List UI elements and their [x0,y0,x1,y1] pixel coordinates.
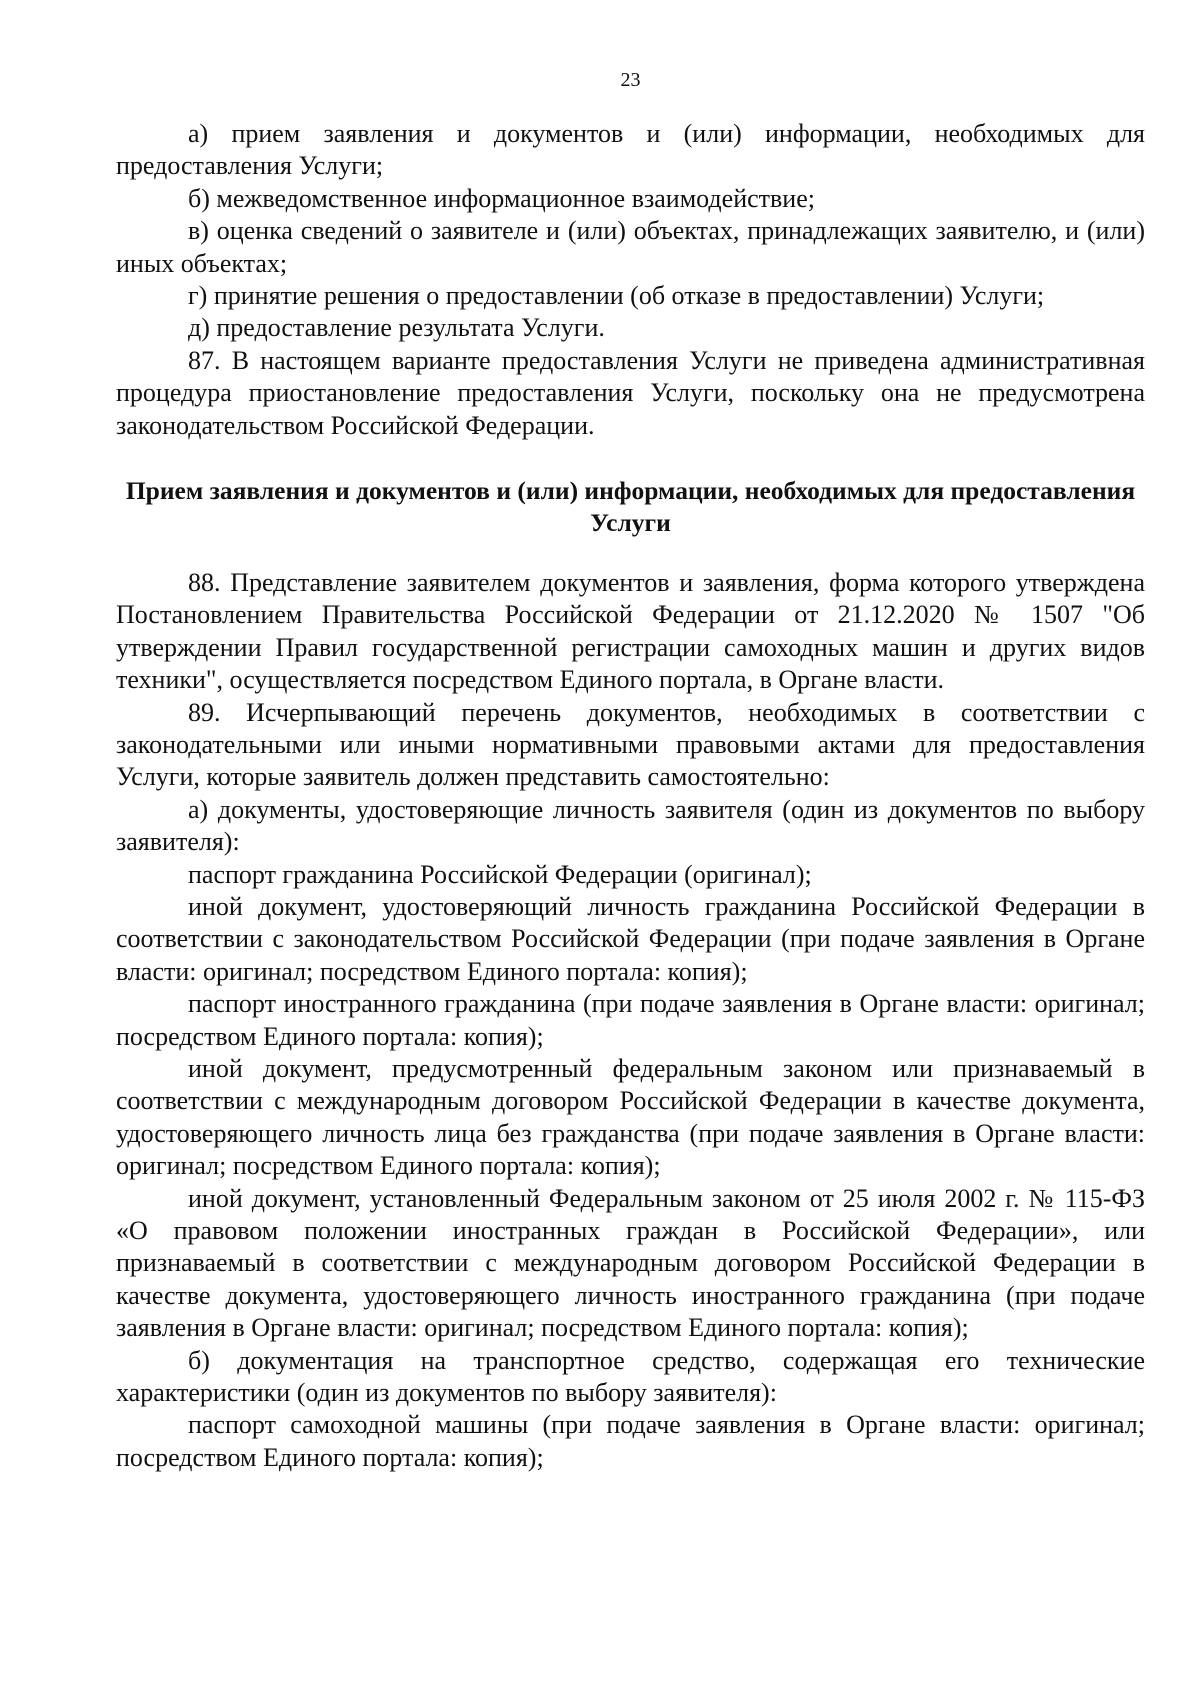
section-heading: Прием заявления и документов и (или) информации, необходимых для предоставления Услуги [125,476,1136,538]
list-item-g: г) принятие решения о предоставлении (об отказе в предоставлении) Услуги; [188,281,1045,311]
document-item: паспорт самоходной машины (при подаче заявления в Органе власти: оригинал; посредством Единого портала: копия); [116,1410,1145,1472]
clause-89: 89. Исчерпывающий перечень документов, необходимых в соответствии с законодательными или иными нормативными правовыми актами для предоставления Услуги, которые заявитель должен представить самостоятельно: [116,697,1145,792]
document-item: иной документ, установленный Федеральным законом от 25 июля 2002 г. № 115-ФЗ «О правовом положении иностранных граждан в Российской Федерации», или признаваемый в соответствии с международным договором Российской Федерации в качестве документа, удостоверяющего личность иностранного гражданина (при подаче заявления в Органе власти: оригинал; посредством Единого портала: копия); [116,1183,1145,1343]
document-item: иной документ, предусмотренный федеральным законом или признаваемый в соответствии с международным договором Российской Федерации в качестве документа, удостоверяющего личность лица без гражданства (при подаче заявления в Органе власти: оригинал; посредством Единого портала: копия); [116,1053,1145,1181]
list-item-b: б) межведомственное информационное взаимодействие; [188,183,815,213]
list-item-v: в) оценка сведений о заявителе и (или) объектах, принадлежащих заявителю, и (или) иных объектах; [116,216,1145,278]
list-item-a-documents: а) документы, удостоверяющие личность заявителя (один из документов по выбору заявителя): [116,794,1145,857]
page-number: 23 [620,69,641,91]
clause-88: 88. Представление заявителем документов и заявления, форма которого утверждена Постановлением Правительства Российской Федерации от 21.12.2020 № 1507 "Об утверждении Правил государственной регистрации самоходных машин и других видов техники", осуществляется посредством Единого портала, в Органе власти. [116,567,1145,695]
document-item: иной документ, удостоверяющий личность гражданина Российской Федерации в соответствии с законодательством Российской Федерации (при подаче заявления в Органе власти: оригинал; посредством Единого портала: копия); [116,891,1145,986]
list-item-b-documentation: б) документация на транспортное средство, содержащая его технические характеристики (один из документов по выбору заявителя): [116,1345,1145,1408]
list-item-a: а) прием заявления и документов и (или) информации, необходимых для предоставления Услуги; [116,119,1145,181]
document-body [116,118,1145,1474]
document-item: паспорт гражданина Российской Федерации (оригинал); [188,859,812,889]
list-item-d: д) предоставление результата Услуги. [188,313,605,343]
document-item: паспорт иностранного гражданина (при подаче заявления в Органе власти: оригинал; посредством Единого портала: копия); [116,989,1145,1051]
clause-87: 87. В настоящем варианте предоставления Услуги не приведена административная процедура приостановление предоставления Услуги, поскольку она не предусмотрена законодательством Российской Федерации. [116,345,1145,440]
